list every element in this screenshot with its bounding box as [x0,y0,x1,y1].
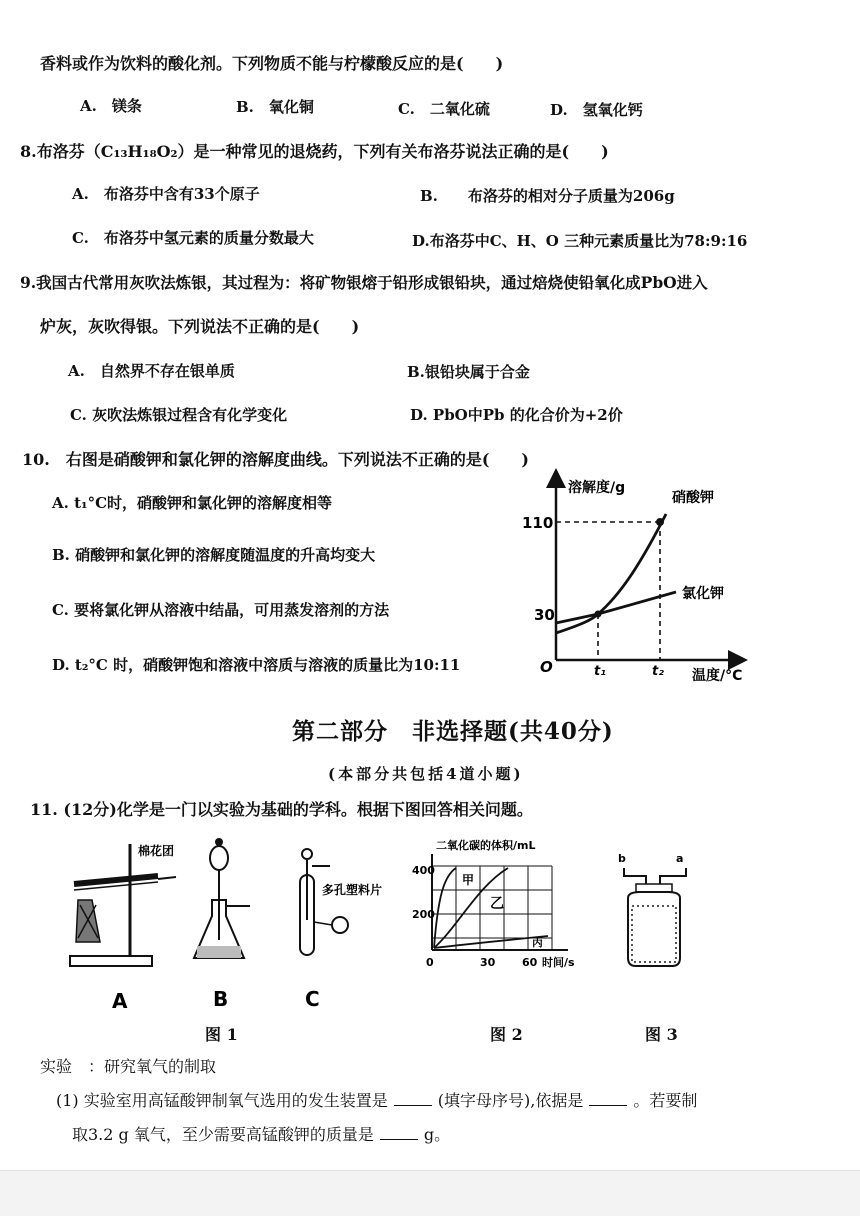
fig2-y400: 400 [412,864,435,877]
q11-part1-line1 [56,1091,697,1111]
q9-stem-line2: 炉灰，灰吹得银。下列说法不正确的是( ) [40,317,360,336]
fig2-x0: 0 [426,956,434,969]
part2-subtitle: (本部分共包括4道小题) [328,765,524,783]
q8-option-b: B. 布洛芬的相对分子质量为206g [420,187,675,205]
fig3-label-b: b [618,852,626,865]
apparatus-label-a: A [112,989,128,1013]
figure2-co2-graph [408,836,608,976]
ytick-110: 110 [522,514,554,532]
curve-kno3 [556,514,666,633]
label-porous-plate: 多孔塑料片 [322,883,383,897]
fig3-label-a: a [676,852,684,865]
q10-stem: 10. 右图是硝酸钾和氯化钾的溶解度曲线。下列说法不正确的是( ) [22,450,529,469]
fig2-x60: 60 [522,956,538,969]
caption-figure2: 图 2 [490,1025,523,1044]
page-footer-band [0,1170,860,1216]
q11-part1-text-c: 。若要制 [633,1091,698,1110]
q8-stem: 8.布洛芬（C₁₃H₁₈O₂）是一种常见的退烧药，下列有关布洛芬说法正确的是( ) [20,142,609,161]
q8-option-c: C. 布洛芬中氢元素的质量分数最大 [72,229,314,247]
fig2-ylabel: 二氧化碳的体积/mL [436,839,536,852]
fig2-label-bing: 丙 [532,936,543,949]
legend-kno3: 硝酸钾 [672,490,714,506]
q9-stem-line1: 9.我国古代常用灰吹法炼银，其过程为：将矿物银熔于铅形成银铅块，通过焙烧使铅氧化成PbO进入 [20,273,708,292]
fig2-label-jia: 甲 [462,873,475,887]
legend-kcl: 氯化钾 [682,586,724,602]
figure3-gas-bottle [612,846,702,974]
q7-option-b: B. 氧化铜 [236,98,314,116]
origin-label: O [540,658,553,676]
bottle-body [628,892,680,966]
q10-option-c: C. 要将氯化钾从溶液中结晶，可用蒸发溶剂的方法 [52,601,390,619]
q11-part1-text-a: (1) 实验室用高锰酸钾制氧气选用的发生装置是 [56,1091,388,1110]
ytick-30: 30 [534,606,555,624]
fig2-xlabel: 时间/s [542,956,575,969]
fig2-x30: 30 [480,956,496,969]
q9-option-b: B.银铅块属于合金 [407,363,530,381]
q10-option-b: B. 硝酸钾和氯化钾的溶解度随温度的升高均变大 [52,546,376,564]
experiment-title: 实验 ：研究氧气的制取 [40,1057,217,1076]
fig2-y200: 200 [412,908,435,921]
answer-blank-2[interactable] [589,1091,627,1106]
part2-title: 第二部分 非选择题(共40分) [292,718,614,745]
q10-option-d: D. t₂°C 时，硝酸钾饱和溶液中溶质与溶液的质量比为10:11 [52,656,461,674]
q9-option-d: D. PbO中Pb 的化合价为+2价 [410,406,623,424]
q11-stem: 11. (12分)化学是一门以实验为基础的学科。根据下图回答相关问题。 [30,800,533,819]
q9-option-a: A. 自然界不存在银单质 [68,362,235,380]
q7-option-a: A. 镁条 [80,97,142,115]
label-cotton: 棉花团 [138,844,175,858]
separatory-funnel [210,846,228,870]
caption-figure1: 图 1 [205,1025,238,1044]
fig2-label-yi: 乙 [490,896,504,912]
stand-base [70,956,152,966]
q11-part1-text-b: (填字母序号),依据是 [437,1091,584,1110]
delivery-tube-a [158,877,176,879]
caption-figure3: 图 3 [645,1025,678,1044]
solubility-graph [500,470,770,690]
q9-option-c: C. 灰吹法炼银过程含有化学变化 [70,406,288,424]
q7-option-c: C. 二氧化硫 [398,100,490,118]
q11-part1-line2 [72,1125,450,1145]
xtick-t2: t₂ [652,664,664,679]
q10-option-a: A. t₁°C时，硝酸钾和氯化钾的溶解度相等 [52,494,333,512]
q7-stem: 香料或作为饮料的酸化剂。下列物质不能与柠檬酸反应的是( ) [40,54,504,73]
q11-part1-text-e: g。 [423,1125,451,1144]
answer-blank-3[interactable] [380,1125,418,1140]
xtick-t1: t₁ [594,664,606,679]
q8-option-d: D.布洛芬中C、H、O 三种元素质量比为78:9:16 [412,232,748,250]
figure1-apparatus [60,830,383,1015]
apparatus-label-b: B [213,987,229,1011]
q8-option-a: A. 布洛芬中含有33个原子 [72,185,260,203]
y-axis-label: 溶解度/g [568,480,626,496]
answer-blank-1[interactable] [394,1091,432,1106]
apparatus-label-c: C [305,987,320,1011]
perforated-plate-detail [332,917,348,933]
point-t2 [656,518,664,526]
q7-option-d: D. 氢氧化钙 [550,101,643,119]
point-t1 [595,611,602,618]
x-axis-label: 温度/°C [692,668,743,684]
q11-part1-text-d: 取3.2 g 氧气，至少需要高锰酸钾的质量是 [72,1125,374,1144]
